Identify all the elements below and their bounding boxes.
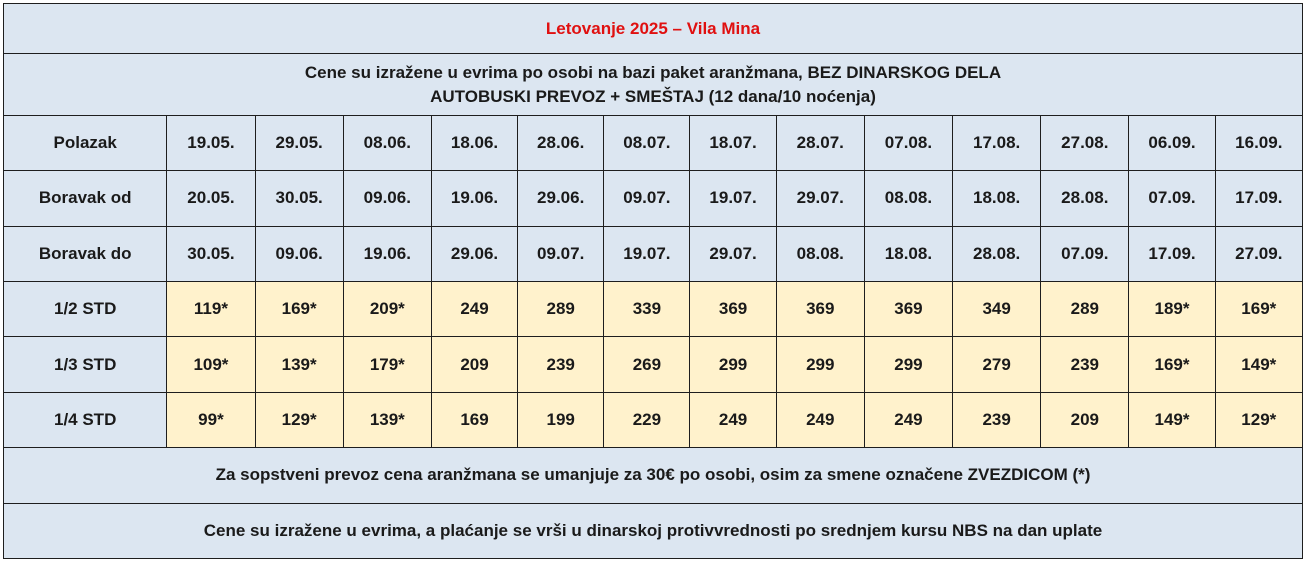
date-cell: 09.06. xyxy=(343,171,431,226)
stay-from-row xyxy=(4,171,1303,226)
price-cell: 279 xyxy=(953,337,1041,392)
price-cell: 369 xyxy=(690,281,776,336)
date-cell: 07.09. xyxy=(1041,226,1129,281)
date-cell: 18.07. xyxy=(690,115,776,170)
price-table xyxy=(3,3,1303,559)
date-cell: 19.07. xyxy=(604,226,690,281)
date-cell: 08.07. xyxy=(604,115,690,170)
date-cell: 16.09. xyxy=(1215,115,1302,170)
price-cell: 369 xyxy=(864,281,952,336)
date-cell: 17.09. xyxy=(1129,226,1215,281)
header-line-2: AUTOBUSKI PREVOZ + SMEŠTAJ (12 dana/10 noćenja) xyxy=(430,86,876,106)
price-cell: 239 xyxy=(1041,337,1129,392)
date-cell: 17.08. xyxy=(953,115,1041,170)
row-label: Boravak do xyxy=(4,226,167,281)
price-cell: 269 xyxy=(604,337,690,392)
date-cell: 07.09. xyxy=(1129,171,1215,226)
price-row-1-2 xyxy=(4,281,1303,336)
price-cell: 299 xyxy=(776,337,864,392)
date-cell: 18.06. xyxy=(431,115,517,170)
price-cell: 339 xyxy=(604,281,690,336)
date-cell: 06.09. xyxy=(1129,115,1215,170)
price-cell: 249 xyxy=(864,392,952,447)
date-cell: 19.05. xyxy=(167,115,255,170)
footer-row xyxy=(4,503,1303,558)
date-cell: 18.08. xyxy=(953,171,1041,226)
date-cell: 08.08. xyxy=(864,171,952,226)
stay-to-row xyxy=(4,226,1303,281)
date-cell: 28.06. xyxy=(518,115,604,170)
date-cell: 29.05. xyxy=(255,115,343,170)
date-cell: 27.09. xyxy=(1215,226,1302,281)
row-label: 1/3 STD xyxy=(4,337,167,392)
date-cell: 29.07. xyxy=(776,171,864,226)
price-cell: 119* xyxy=(167,281,255,336)
price-cell: 129* xyxy=(255,392,343,447)
date-cell: 29.07. xyxy=(690,226,776,281)
date-cell: 09.07. xyxy=(518,226,604,281)
date-cell: 19.07. xyxy=(690,171,776,226)
date-cell: 19.06. xyxy=(431,171,517,226)
price-cell: 109* xyxy=(167,337,255,392)
date-cell: 08.08. xyxy=(776,226,864,281)
price-row-1-4 xyxy=(4,392,1303,447)
departure-row xyxy=(4,115,1303,170)
price-cell: 169 xyxy=(431,392,517,447)
price-cell: 239 xyxy=(953,392,1041,447)
footer-note-own-transport: Za sopstveni prevoz cena aranžmana se umanjuje za 30€ po osobi, osim za smene označene ZVEZDICOM (*) xyxy=(4,448,1303,503)
price-cell: 209 xyxy=(1041,392,1129,447)
date-cell: 18.08. xyxy=(864,226,952,281)
title-row xyxy=(4,4,1303,54)
price-cell: 149* xyxy=(1129,392,1215,447)
price-cell: 239 xyxy=(518,337,604,392)
price-cell: 349 xyxy=(953,281,1041,336)
date-cell: 28.07. xyxy=(776,115,864,170)
price-cell: 99* xyxy=(167,392,255,447)
date-cell: 27.08. xyxy=(1041,115,1129,170)
row-label: 1/4 STD xyxy=(4,392,167,447)
price-cell: 289 xyxy=(1041,281,1129,336)
row-label: 1/2 STD xyxy=(4,281,167,336)
date-cell: 28.08. xyxy=(953,226,1041,281)
row-label: Boravak od xyxy=(4,171,167,226)
date-cell: 20.05. xyxy=(167,171,255,226)
header-line-1: Cene su izražene u evrima po osobi na bazi paket aranžmana, BEZ DINARSKOG DELA xyxy=(304,62,1002,82)
price-cell: 299 xyxy=(864,337,952,392)
price-row-1-3 xyxy=(4,337,1303,392)
date-cell: 29.06. xyxy=(518,171,604,226)
row-label: Polazak xyxy=(4,115,167,170)
price-cell: 209* xyxy=(343,281,431,336)
price-cell: 169* xyxy=(1129,337,1215,392)
date-cell: 09.06. xyxy=(255,226,343,281)
price-cell: 169* xyxy=(1215,281,1302,336)
price-cell: 129* xyxy=(1215,392,1302,447)
price-cell: 209 xyxy=(431,337,517,392)
price-cell: 199 xyxy=(518,392,604,447)
date-cell: 30.05. xyxy=(167,226,255,281)
table-title: Letovanje 2025 – Vila Mina xyxy=(4,4,1303,54)
price-cell: 139* xyxy=(255,337,343,392)
price-cell: 179* xyxy=(343,337,431,392)
price-cell: 149* xyxy=(1215,337,1302,392)
price-cell: 369 xyxy=(776,281,864,336)
header-row xyxy=(4,54,1303,115)
price-cell: 299 xyxy=(690,337,776,392)
price-cell: 249 xyxy=(690,392,776,447)
date-cell: 28.08. xyxy=(1041,171,1129,226)
price-cell: 139* xyxy=(343,392,431,447)
table-subheader xyxy=(4,54,1303,115)
footer-note-payment: Cene su izražene u evrima, a plaćanje se vrši u dinarskoj protivvrednosti po srednjem kursu NBS na dan uplate xyxy=(4,503,1303,558)
footer-row xyxy=(4,448,1303,503)
date-cell: 09.07. xyxy=(604,171,690,226)
date-cell: 30.05. xyxy=(255,171,343,226)
date-cell: 29.06. xyxy=(431,226,517,281)
price-cell: 289 xyxy=(518,281,604,336)
price-cell: 189* xyxy=(1129,281,1215,336)
date-cell: 17.09. xyxy=(1215,171,1302,226)
price-cell: 229 xyxy=(604,392,690,447)
price-cell: 249 xyxy=(776,392,864,447)
date-cell: 07.08. xyxy=(864,115,952,170)
price-cell: 249 xyxy=(431,281,517,336)
date-cell: 19.06. xyxy=(343,226,431,281)
date-cell: 08.06. xyxy=(343,115,431,170)
price-cell: 169* xyxy=(255,281,343,336)
